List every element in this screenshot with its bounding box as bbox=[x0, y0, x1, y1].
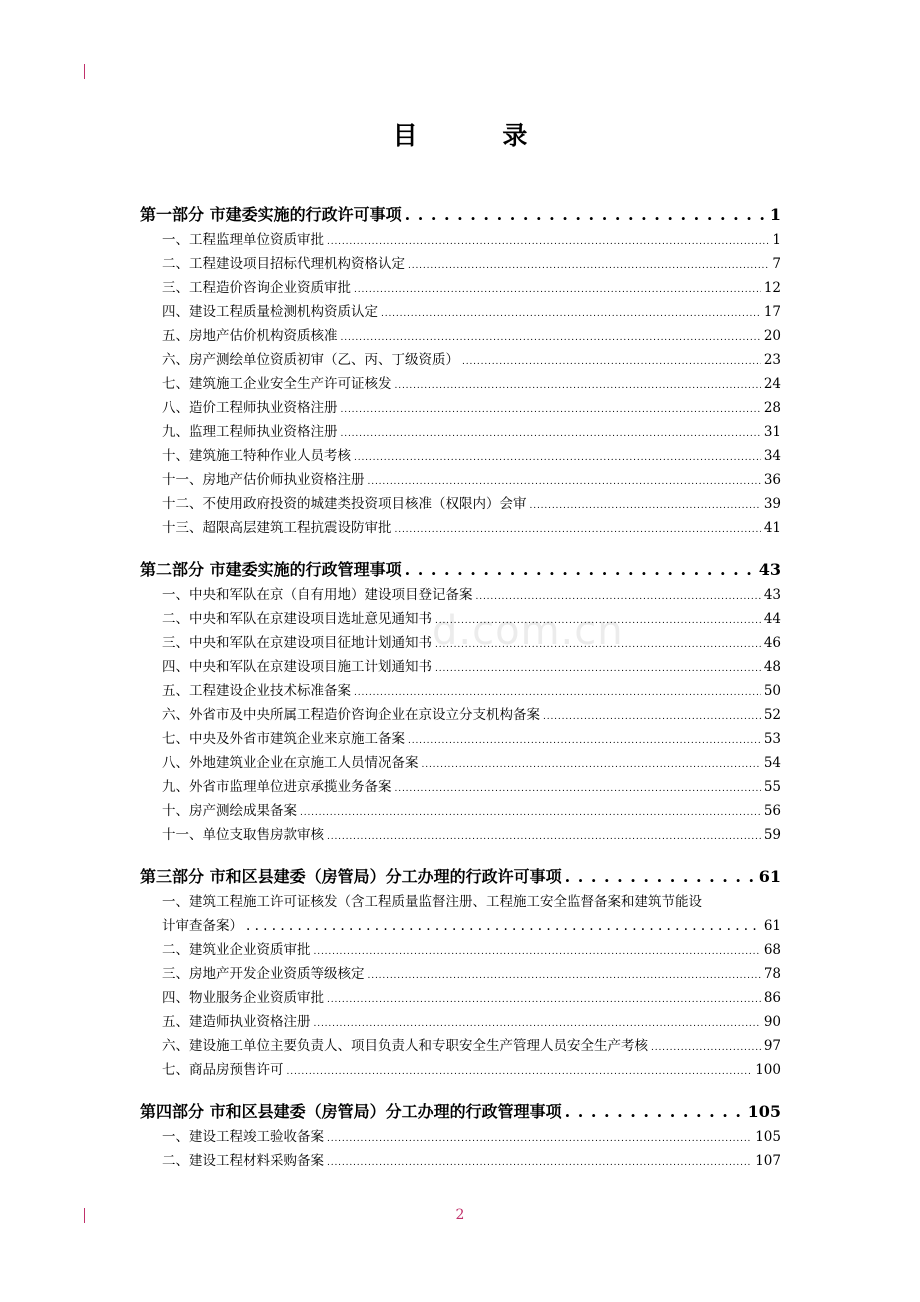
toc-item[interactable] bbox=[140, 583, 781, 607]
dot-leader bbox=[395, 779, 761, 795]
toc-section bbox=[140, 557, 781, 847]
toc-item[interactable] bbox=[140, 228, 781, 252]
item-title: 三、房地产开发企业资质等级核定 bbox=[162, 966, 365, 982]
item-title: 六、建设施工单位主要负责人、项目负责人和专职安全生产管理人员安全生产考核 bbox=[162, 1038, 648, 1054]
dot-leader bbox=[368, 472, 761, 488]
page-ref: 41 bbox=[763, 520, 781, 536]
page-ref: 23 bbox=[763, 352, 781, 368]
toc-section-heading[interactable] bbox=[140, 202, 781, 228]
toc-section bbox=[140, 1099, 781, 1173]
page-ref: 78 bbox=[763, 966, 781, 982]
toc-item[interactable] bbox=[140, 775, 781, 799]
page-ref: 55 bbox=[763, 779, 781, 795]
page-ref: 86 bbox=[763, 990, 781, 1006]
dot-leader bbox=[565, 867, 756, 886]
page-ref: 48 bbox=[763, 659, 781, 675]
toc-item[interactable] bbox=[140, 890, 781, 938]
page-ref: 56 bbox=[763, 803, 781, 819]
page-ref: 53 bbox=[763, 731, 781, 747]
page-ref: 36 bbox=[763, 472, 781, 488]
corner-crop-mark bbox=[84, 64, 85, 79]
dot-leader bbox=[435, 635, 761, 651]
item-title-continued: 计审查备案） bbox=[162, 918, 243, 934]
dot-leader bbox=[462, 352, 761, 368]
toc-section-heading[interactable] bbox=[140, 557, 781, 583]
page-title: 目 录 bbox=[392, 121, 566, 150]
dot-leader bbox=[368, 966, 761, 982]
item-title: 九、外省市监理单位进京承揽业务备案 bbox=[162, 779, 392, 795]
page-ref: 105 bbox=[747, 1102, 781, 1121]
item-title: 十一、房地产估价师执业资格注册 bbox=[162, 472, 365, 488]
toc-item[interactable] bbox=[140, 607, 781, 631]
page-ref: 50 bbox=[763, 683, 781, 699]
toc-item[interactable] bbox=[140, 348, 781, 372]
dot-leader bbox=[341, 400, 761, 416]
item-title: 六、房产测绘单位资质初审（乙、丙、丁级资质） bbox=[162, 352, 459, 368]
item-title: 二、中央和军队在京建设项目选址意见通知书 bbox=[162, 611, 432, 627]
dot-leader bbox=[405, 205, 767, 224]
page-ref: 107 bbox=[755, 1153, 781, 1169]
toc-item[interactable] bbox=[140, 1034, 781, 1058]
item-title: 十二、不使用政府投资的城建类投资项目核准（权限内）会审 bbox=[162, 496, 527, 512]
item-title: 三、工程造价咨询企业资质审批 bbox=[162, 280, 351, 296]
dot-leader bbox=[341, 424, 761, 440]
toc-item[interactable] bbox=[140, 1149, 781, 1173]
toc-section bbox=[140, 864, 781, 1082]
item-title: 六、外省市及中央所属工程造价咨询企业在京设立分支机构备案 bbox=[162, 707, 540, 723]
toc-item[interactable] bbox=[140, 492, 781, 516]
item-title: 十三、超限高层建筑工程抗震设防审批 bbox=[162, 520, 392, 536]
dot-leader bbox=[565, 1102, 745, 1121]
dot-leader bbox=[530, 496, 761, 512]
toc-item[interactable] bbox=[140, 823, 781, 847]
page-ref: 34 bbox=[763, 448, 781, 464]
page-ref: 105 bbox=[755, 1129, 781, 1145]
toc-item[interactable] bbox=[140, 655, 781, 679]
toc-item[interactable] bbox=[140, 396, 781, 420]
toc-item[interactable] bbox=[140, 938, 781, 962]
item-title: 十一、单位支取售房款审核 bbox=[162, 827, 324, 843]
item-title: 四、中央和军队在京建设项目施工计划通知书 bbox=[162, 659, 432, 675]
item-title: 十、房产测绘成果备案 bbox=[162, 803, 297, 819]
dot-leader bbox=[300, 803, 761, 819]
section-title: 第三部分 市和区县建委（房管局）分工办理的行政许可事项 bbox=[140, 867, 562, 886]
page-ref: 52 bbox=[763, 707, 781, 723]
dot-leader bbox=[354, 683, 761, 699]
toc-item[interactable] bbox=[140, 468, 781, 492]
page-ref: 39 bbox=[763, 496, 781, 512]
toc-section bbox=[140, 202, 781, 540]
page-ref: 43 bbox=[758, 560, 781, 579]
section-title: 第四部分 市和区县建委（房管局）分工办理的行政管理事项 bbox=[140, 1102, 562, 1121]
item-title: 一、工程监理单位资质审批 bbox=[162, 232, 324, 248]
page-number: 2 bbox=[455, 1207, 465, 1223]
toc-section-heading[interactable] bbox=[140, 1099, 781, 1125]
dot-leader bbox=[408, 731, 761, 747]
section-title: 第一部分 市建委实施的行政许可事项 bbox=[140, 205, 402, 224]
item-title: 七、商品房预售许可 bbox=[162, 1062, 284, 1078]
dot-leader bbox=[476, 587, 761, 603]
item-title: 二、工程建设项目招标代理机构资格认定 bbox=[162, 256, 405, 272]
dot-leader bbox=[314, 1014, 761, 1030]
page-ref: 43 bbox=[763, 587, 781, 603]
page-ref: 31 bbox=[763, 424, 781, 440]
dot-leader bbox=[327, 827, 761, 843]
dot-leader bbox=[327, 990, 761, 1006]
dot-leader bbox=[408, 256, 769, 272]
watermark: d.com.cn bbox=[432, 608, 624, 654]
toc-item[interactable] bbox=[140, 372, 781, 396]
toc-item[interactable] bbox=[140, 1010, 781, 1034]
page-ref: 59 bbox=[763, 827, 781, 843]
toc-item[interactable] bbox=[140, 631, 781, 655]
page-ref: 46 bbox=[763, 635, 781, 651]
dot-leader bbox=[405, 560, 756, 579]
toc-item[interactable] bbox=[140, 516, 781, 540]
item-title: 一、中央和军队在京（自有用地）建设项目登记备案 bbox=[162, 587, 473, 603]
toc-item[interactable] bbox=[140, 252, 781, 276]
page-ref: 90 bbox=[763, 1014, 781, 1030]
page-ref: 24 bbox=[763, 376, 781, 392]
dot-leader bbox=[314, 942, 761, 958]
dot-leader bbox=[327, 1129, 752, 1145]
page-ref: 7 bbox=[772, 256, 781, 272]
page-ref: 44 bbox=[763, 611, 781, 627]
page-ref: 54 bbox=[763, 755, 781, 771]
dot-leader bbox=[651, 1038, 761, 1054]
item-title: 九、监理工程师执业资格注册 bbox=[162, 424, 338, 440]
item-title: 一、建设工程竣工验收备案 bbox=[162, 1129, 324, 1145]
toc-item[interactable] bbox=[140, 962, 781, 986]
toc-item[interactable] bbox=[140, 751, 781, 775]
toc-item[interactable] bbox=[140, 986, 781, 1010]
section-title: 第二部分 市建委实施的行政管理事项 bbox=[140, 560, 402, 579]
dot-leader bbox=[395, 520, 761, 536]
toc-item[interactable] bbox=[140, 727, 781, 751]
item-title: 四、物业服务企业资质审批 bbox=[162, 990, 324, 1006]
dot-leader bbox=[435, 611, 761, 627]
dot-leader bbox=[422, 755, 761, 771]
page-ref: 17 bbox=[763, 304, 781, 320]
dot-leader bbox=[246, 918, 761, 934]
page-ref: 1 bbox=[772, 232, 781, 248]
item-title: 二、建设工程材料采购备案 bbox=[162, 1153, 324, 1169]
toc-item[interactable] bbox=[140, 703, 781, 727]
dot-leader bbox=[354, 280, 761, 296]
toc-item[interactable] bbox=[140, 1058, 781, 1082]
dot-leader bbox=[354, 448, 761, 464]
item-title: 五、工程建设企业技术标准备案 bbox=[162, 683, 351, 699]
page-ref: 61 bbox=[758, 867, 781, 886]
item-title: 四、建设工程质量检测机构资质认定 bbox=[162, 304, 378, 320]
toc-item[interactable] bbox=[140, 799, 781, 823]
dot-leader bbox=[395, 376, 761, 392]
dot-leader bbox=[381, 304, 761, 320]
page-ref: 97 bbox=[763, 1038, 781, 1054]
page-ref: 28 bbox=[763, 400, 781, 416]
toc-item[interactable] bbox=[140, 276, 781, 300]
item-title: 十、建筑施工特种作业人员考核 bbox=[162, 448, 351, 464]
page-ref: 20 bbox=[763, 328, 781, 344]
table-of-contents bbox=[140, 202, 781, 1190]
toc-item[interactable] bbox=[140, 679, 781, 703]
toc-item[interactable] bbox=[140, 1125, 781, 1149]
dot-leader bbox=[543, 707, 761, 723]
item-title: 八、造价工程师执业资格注册 bbox=[162, 400, 338, 416]
page-ref: 68 bbox=[763, 942, 781, 958]
item-title: 八、外地建筑业企业在京施工人员情况备案 bbox=[162, 755, 419, 771]
item-title: 七、中央及外省市建筑企业来京施工备案 bbox=[162, 731, 405, 747]
item-title: 五、建造师执业资格注册 bbox=[162, 1014, 311, 1030]
page-ref: 1 bbox=[769, 205, 781, 224]
toc-item[interactable] bbox=[140, 444, 781, 468]
item-title: 三、中央和军队在京建设项目征地计划通知书 bbox=[162, 635, 432, 651]
toc-item[interactable] bbox=[140, 324, 781, 348]
toc-section-heading[interactable] bbox=[140, 864, 781, 890]
dot-leader bbox=[287, 1062, 753, 1078]
item-title: 一、建筑工程施工许可证核发（含工程质量监督注册、工程施工安全监督备案和建筑节能设 bbox=[162, 894, 702, 910]
item-title: 七、建筑施工企业安全生产许可证核发 bbox=[162, 376, 392, 392]
page-ref: 100 bbox=[755, 1062, 781, 1078]
page-ref: 12 bbox=[763, 280, 781, 296]
dot-leader bbox=[327, 1153, 752, 1169]
toc-item[interactable] bbox=[140, 300, 781, 324]
item-title: 二、建筑业企业资质审批 bbox=[162, 942, 311, 958]
dot-leader bbox=[327, 232, 769, 248]
item-title: 五、房地产估价机构资质核准 bbox=[162, 328, 338, 344]
dot-leader bbox=[341, 328, 761, 344]
toc-item[interactable] bbox=[140, 420, 781, 444]
dot-leader bbox=[435, 659, 761, 675]
page-ref: 61 bbox=[763, 918, 781, 934]
